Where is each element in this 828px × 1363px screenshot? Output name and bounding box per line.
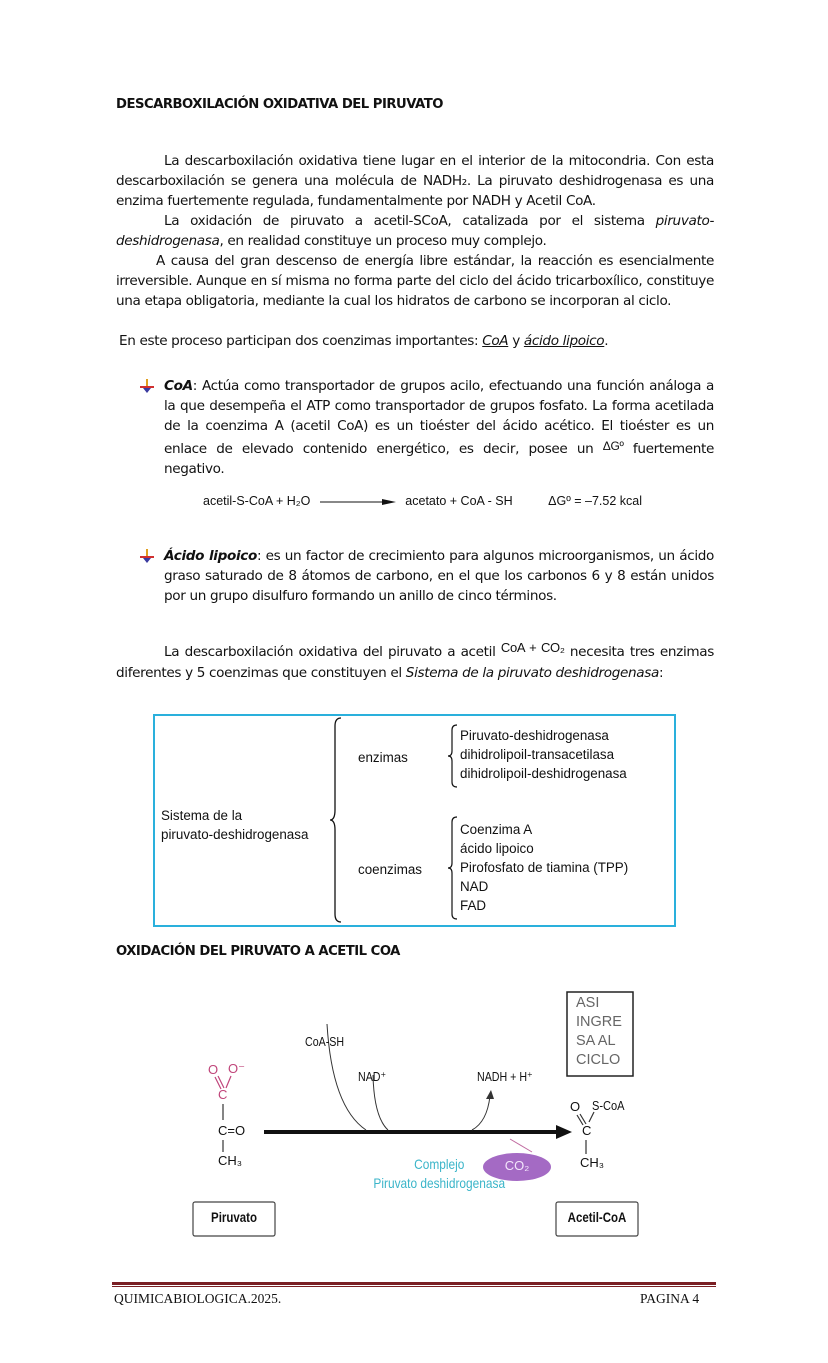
coenzimas-list (460, 820, 628, 915)
root-line: Sistema de la (161, 808, 243, 823)
paragraph-sistema (116, 637, 714, 684)
section-title-descarboxilacion: DESCARBOXILACIÓN OXIDATIVA DEL PIRUVATO (116, 97, 443, 112)
note-line: SA AL (576, 1033, 616, 1049)
bullet-coa (140, 376, 714, 479)
paragraph-intro: La descarboxilación oxidativa tiene lugar en el interior de la mitocondria. Con esta descarboxilación se genera una molécula de NADH₂. La piruvato deshidrogenasa es una enzima fuertemente regulada, fundamentalmente por NADH y Acetil CoA. (116, 153, 714, 209)
coa-link-text: CoA (482, 333, 509, 349)
brace-coenzimas-icon (448, 816, 458, 920)
bullet-term: CoA (164, 378, 193, 394)
pyruvate-oxidation-diagram (180, 972, 660, 1252)
note-line: ASI (576, 995, 600, 1011)
footer-rule (112, 1282, 716, 1285)
atom-ch3: CH₃ (218, 1153, 243, 1168)
bullet-body: : es un factor de crecimiento para algunos microorganismos, un ácido graso saturado de 8 átomos de carbono, en el que los carbonos 6 y 8 están unidos por un grupo disulfuro formando un anillo de cinco términos. (164, 548, 715, 604)
arrow-down-bullet-icon (140, 549, 154, 563)
brace-main-icon (329, 716, 343, 925)
section-title-oxidacion: OXIDACIÓN DEL PIRUVATO A ACETIL COA (116, 944, 400, 959)
co2-badge: CO₂ (504, 1158, 530, 1173)
paragraph-coenzimas (119, 331, 717, 351)
formula-coa-co2: CoA + CO₂ (500, 640, 565, 655)
page-number: PAGINA 4 (640, 1291, 700, 1306)
coenzimas-label: coenzimas (358, 862, 423, 877)
piruvato-deshidrogenasa-system-box (153, 714, 676, 927)
text: : (658, 665, 664, 681)
nadh-label: NADH + H⁺ (477, 1069, 533, 1084)
footer-rule-thin (112, 1286, 716, 1287)
coenzima-item: NAD (460, 879, 489, 894)
equation-delta-g: ΔGº = –7.52 kcal (548, 494, 643, 508)
arrow-down-bullet-icon (140, 379, 154, 393)
bullet-term: Ácido lipoico (164, 548, 257, 564)
coenzima-item: FAD (460, 898, 487, 913)
bullet-text (164, 376, 714, 479)
text: y (508, 333, 524, 349)
bullet-body: : Actúa como transportador de grupos acilo, efectuando una función análoga a la que desempeña el ATP como transportador de grupos fosfato. La forma acetilada de la coenzima A (acetil CoA) es un tioéster del ácido acético. El tioéster es un enlace de elevado contenido energético, es decir, posee un (164, 378, 714, 457)
piruvato-label: Piruvato (211, 1210, 257, 1225)
paragraph-oxidacion (116, 211, 714, 251)
atom-c: C (218, 1087, 228, 1102)
note-asi-ingresa-al-ciclo (576, 994, 622, 1070)
enzimas-label: enzimas (358, 750, 408, 765)
text: . (604, 333, 609, 349)
bullet-acido-lipoico (140, 546, 714, 606)
lipoico-link-text: ácido lipoico (523, 333, 605, 349)
complex-line: Piruvato deshidrogenasa (373, 1175, 506, 1191)
text: En este proceso participan dos coenzimas importantes: (119, 333, 483, 349)
enzima-item: dihidrolipoil-deshidrogenasa (460, 766, 627, 781)
atom-o-minus: O⁻ (228, 1061, 245, 1076)
enzimas-list (460, 726, 627, 783)
atom-o: O (208, 1062, 219, 1077)
paragraph-irreversible: A causa del gran descenso de energía libre estándar, la reacción es esencialmente irreversible. Aunque en sí misma no forma parte del ciclo del ácido tricarboxílico, constituye una etapa obligatoria, mediante la cual los hidratos de carbono se incorporan al ciclo. (116, 253, 714, 309)
brace-enzimas-icon (448, 724, 458, 788)
hydrolysis-equation (203, 494, 642, 508)
atom-ch3: CH₃ (580, 1155, 605, 1170)
equation-products: acetato + CoA - SH (405, 494, 513, 508)
bullet-text (164, 546, 714, 606)
atom-scoa: S-CoA (592, 1098, 625, 1113)
atom-c: C (582, 1123, 592, 1138)
note-line: INGRE (576, 1014, 622, 1030)
delta-g-symbol: ΔGº (602, 439, 624, 453)
text: necesita tres enzimas diferentes y 5 coenzimas que constituyen el (116, 644, 714, 681)
text: La descarboxilación oxidativa del piruvato a acetil (164, 644, 501, 660)
nad-label: NAD⁺ (358, 1069, 387, 1084)
system-root-label (161, 806, 308, 844)
italic-term: Sistema de la piruvato deshidrogenasa (405, 665, 659, 681)
enzima-item: Piruvato-deshidrogenasa (460, 728, 609, 743)
coenzima-item: Coenzima A (460, 822, 533, 837)
text: La oxidación de piruvato a acetil-SCoA, catalizada por el sistema (164, 213, 656, 229)
bullet-tail: fuertemente negativo. (164, 441, 714, 477)
note-line: CICLO (576, 1052, 621, 1068)
text: , en realidad constituye un proceso muy complejo. (219, 233, 547, 249)
atom-c-carbonyl: C=O (218, 1123, 246, 1138)
reaction-arrow-icon (320, 497, 396, 507)
complex-line: Complejo (414, 1156, 465, 1172)
atom-o: O (570, 1099, 581, 1114)
root-line: piruvato-deshidrogenasa (161, 827, 309, 842)
coenzima-item: ácido lipoico (460, 841, 534, 856)
italic-term: piruvato-deshidrogenasa (116, 213, 714, 249)
coash-label: CoA-SH (305, 1034, 345, 1049)
equation-reactants: acetil-S-CoA + H₂O (203, 494, 311, 508)
coenzima-item: Pirofosfato de tiamina (TPP) (460, 860, 629, 875)
footer-source: QUIMICABIOLOGICA.2025. (114, 1291, 282, 1306)
acetil-coa-label: Acetil-CoA (567, 1210, 627, 1225)
enzima-item: dihidrolipoil-transacetilasa (460, 747, 615, 762)
